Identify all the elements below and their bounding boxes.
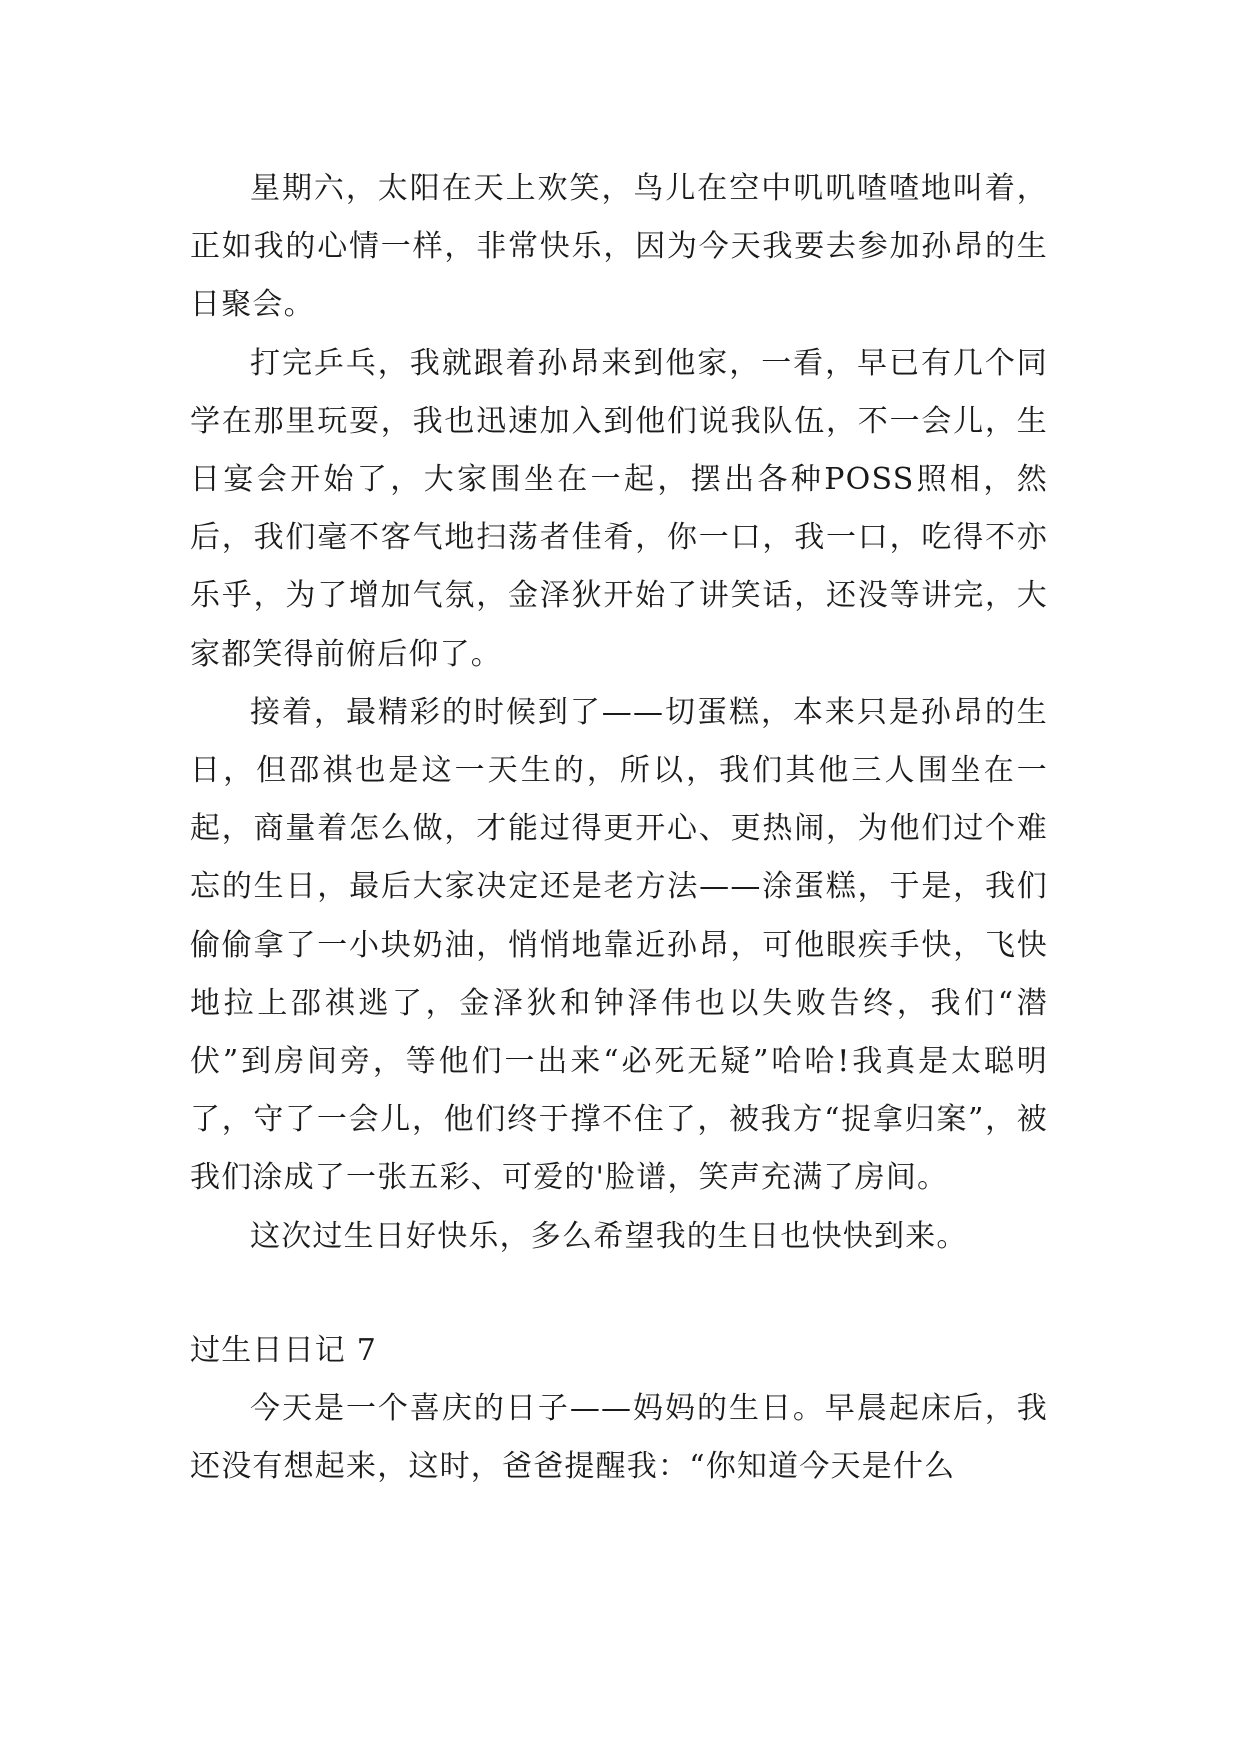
section-heading: 过生日日记 7 [190, 1332, 378, 1368]
paragraph: 接着，最精彩的时候到了——切蛋糕，本来只是孙昂的生日，但邵祺也是这一天生的，所以，我们其他三人围坐在一起，商量着怎么做，才能过得更开心、更热闹，为他们过个难忘的生日，最后大家决定还是老方法——涂蛋糕，于是，我们偷偷拿了一小块奶油，悄悄地靠近孙昂，可他眼疾手快，飞快地拉上邵祺逃了，金泽狄和钟泽伟也以失败告终，我们“潜伏”到房间旁，等他们一出来“必死无疑”哈哈!我真是太聪明了，守了一会儿，他们终于撑不住了，被我方“捉拿归案”，被我们涂成了一张五彩、可爱的'脸谱，笑声充满了房间。 [190, 694, 1048, 1196]
paragraph: 这次过生日好快乐，多么希望我的生日也快快到来。 [250, 1218, 968, 1254]
paragraph: 今天是一个喜庆的日子——妈妈的生日。早晨起床后，我还没有想起来，这时，爸爸提醒我：“你知道今天是什么 [190, 1391, 1048, 1485]
document-body [190, 160, 1048, 1496]
paragraph: 打完乒乓，我就跟着孙昂来到他家，一看，早已有几个同学在那里玩耍，我也迅速加入到他们说我队伍，不一会儿，生日宴会开始了，大家围坐在一起，摆出各种POSS照相，然后，我们毫不客气地扫荡者佳肴，你一口，我一口，吃得不亦乐乎，为了增加气氛，金泽狄开始了讲笑话，还没等讲完，大家都笑得前俯后仰了。 [190, 345, 1048, 672]
paragraph: 星期六，太阳在天上欢笑，鸟儿在空中叽叽喳喳地叫着，正如我的心情一样，非常快乐，因为今天我要去参加孙昂的生日聚会。 [190, 171, 1048, 323]
